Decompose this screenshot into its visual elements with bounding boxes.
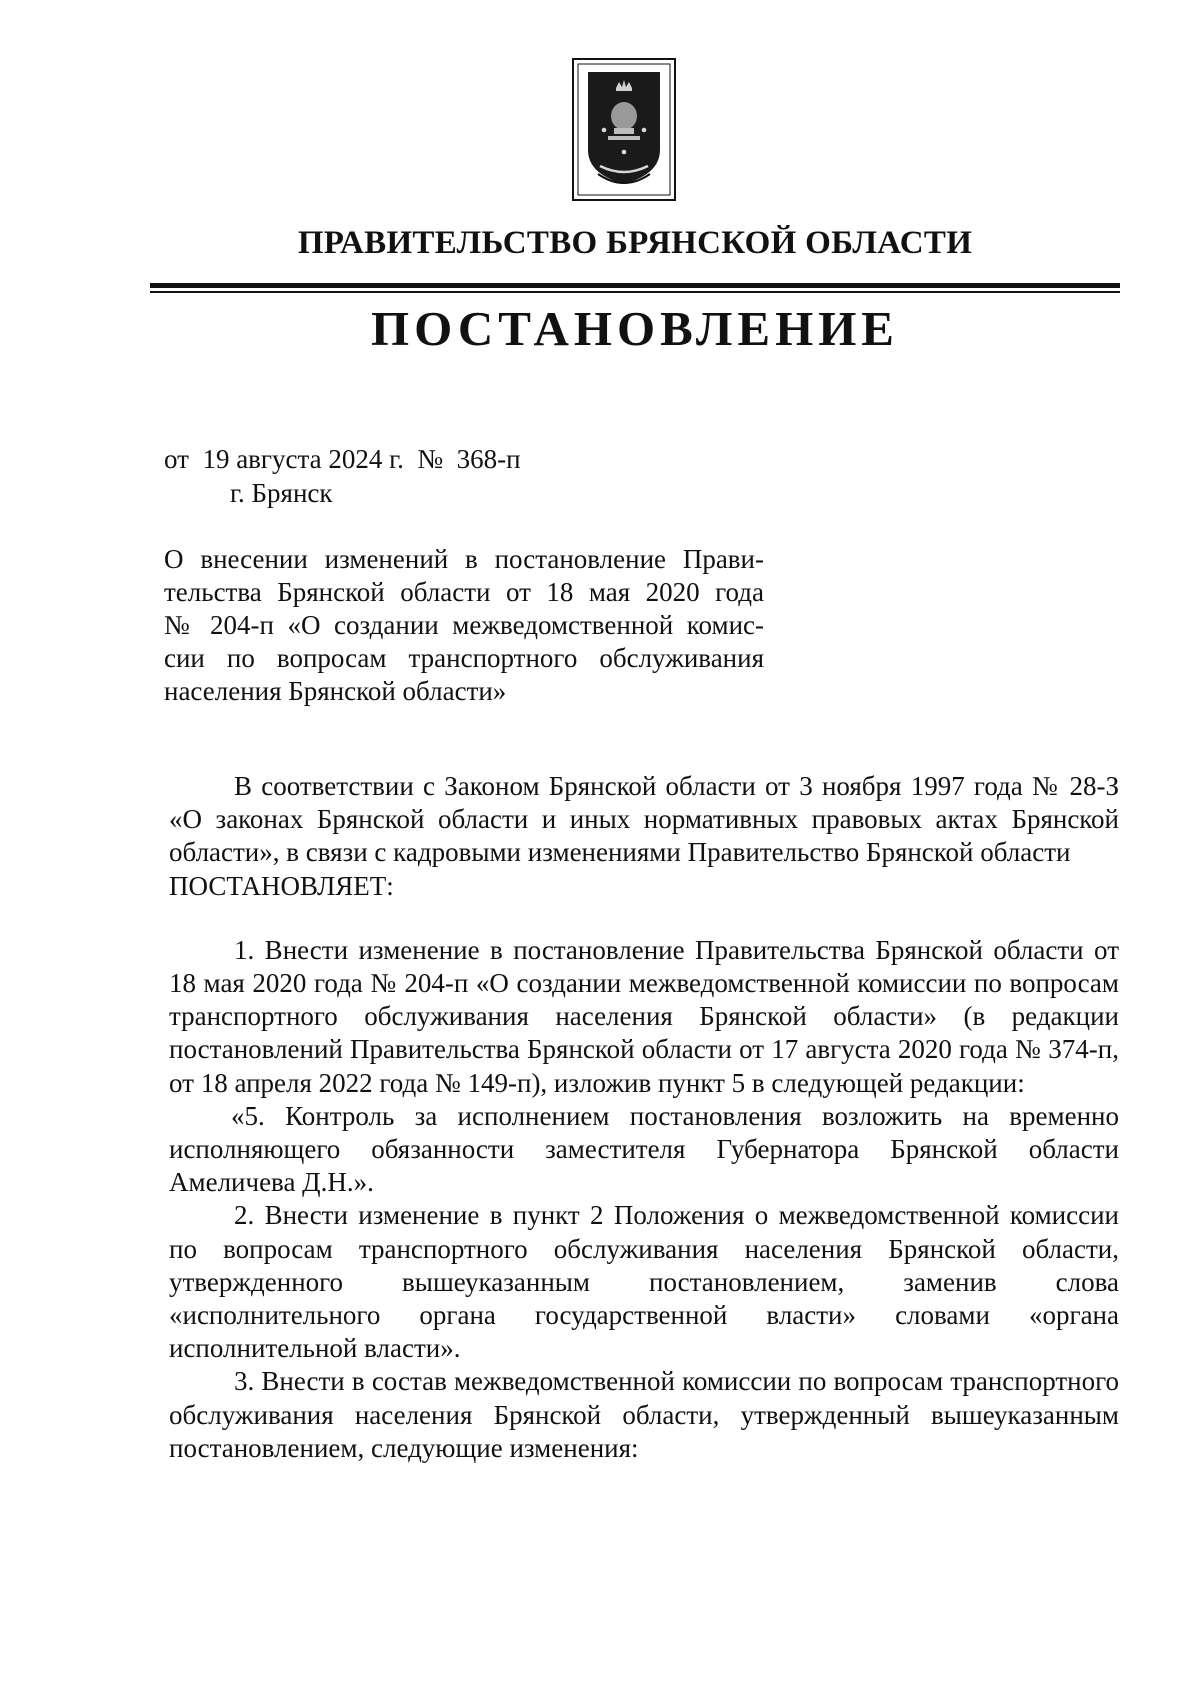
preamble-paragraph: В соответствии с Законом Брянской области от 3 ноября 1997 года № 28-З «О законах Брянской области и иных нормативных правовых актах Брянской области», в связи с кадровыми изменениями Правительство Брянской области — [169, 771, 1119, 868]
subject-line: О внесении изменений в постановление Прави- — [164, 544, 764, 574]
government-title: ПРАВИТЕЛЬСТВО БРЯНСКОЙ ОБЛАСТИ — [297, 225, 973, 261]
item-3-paragraph: 3. Внести в состав межведомственной комиссии по вопросам транспортного обслуживания населения Брянской области, утвержденный вышеуказанным постановлением, следующие изменения: — [169, 1366, 1119, 1463]
bryansk-coat-of-arms-icon — [572, 58, 676, 201]
header-rule-thick — [150, 283, 1120, 288]
subject-line: населения Брянской области» — [164, 676, 507, 706]
item-1-paragraph: 1. Внести изменение в постановление Правительства Брянской области от 18 мая 2020 года № 204-п «О создании межведомственной комиссии по вопросам транспортного обслуживания населения Брянской области» (в редакции постановлений Правительства Брянской области от 17 августа 2020 года № 374-п, от 18 апреля 2022 года № 149-п), изложив пункт 5 в следующей редакции: — [169, 934, 1119, 1098]
subject-line: № 204-п «О создании межведомственной комис- — [164, 610, 764, 640]
document-subject — [164, 543, 764, 708]
subject-line: тельства Брянской области от 18 мая 2020 года — [164, 577, 764, 607]
date-and-number: от 19 августа 2024 г. № 368-п — [164, 444, 521, 474]
header-rule-thin — [150, 291, 1120, 293]
document-body — [169, 770, 1119, 1465]
document-type-heading: ПОСТАНОВЛЕНИЕ — [371, 301, 899, 356]
coat-of-arms-emblem — [572, 58, 676, 201]
item-1-quote-paragraph: «5. Контроль за исполнением постановления возложить на временно исполняющего обязанности заместителя Губернатора Брянской области Амеличева Д.Н.». — [169, 1100, 1119, 1198]
issue-city: г. Брянск — [230, 478, 333, 508]
item-2-paragraph: 2. Внести изменение в пункт 2 Положения о межведомственной комиссии по вопросам транспортного обслуживания населения Брянской области, утвержденного вышеуказанным постановлением, заменив слова «исполнительного органа государственной власти» словами «органа исполнительной власти». — [169, 1200, 1119, 1364]
subject-line: сии по вопросам транспортного обслуживания — [164, 643, 764, 673]
resolves-heading: ПОСТАНОВЛЯЕТ: — [169, 870, 394, 901]
